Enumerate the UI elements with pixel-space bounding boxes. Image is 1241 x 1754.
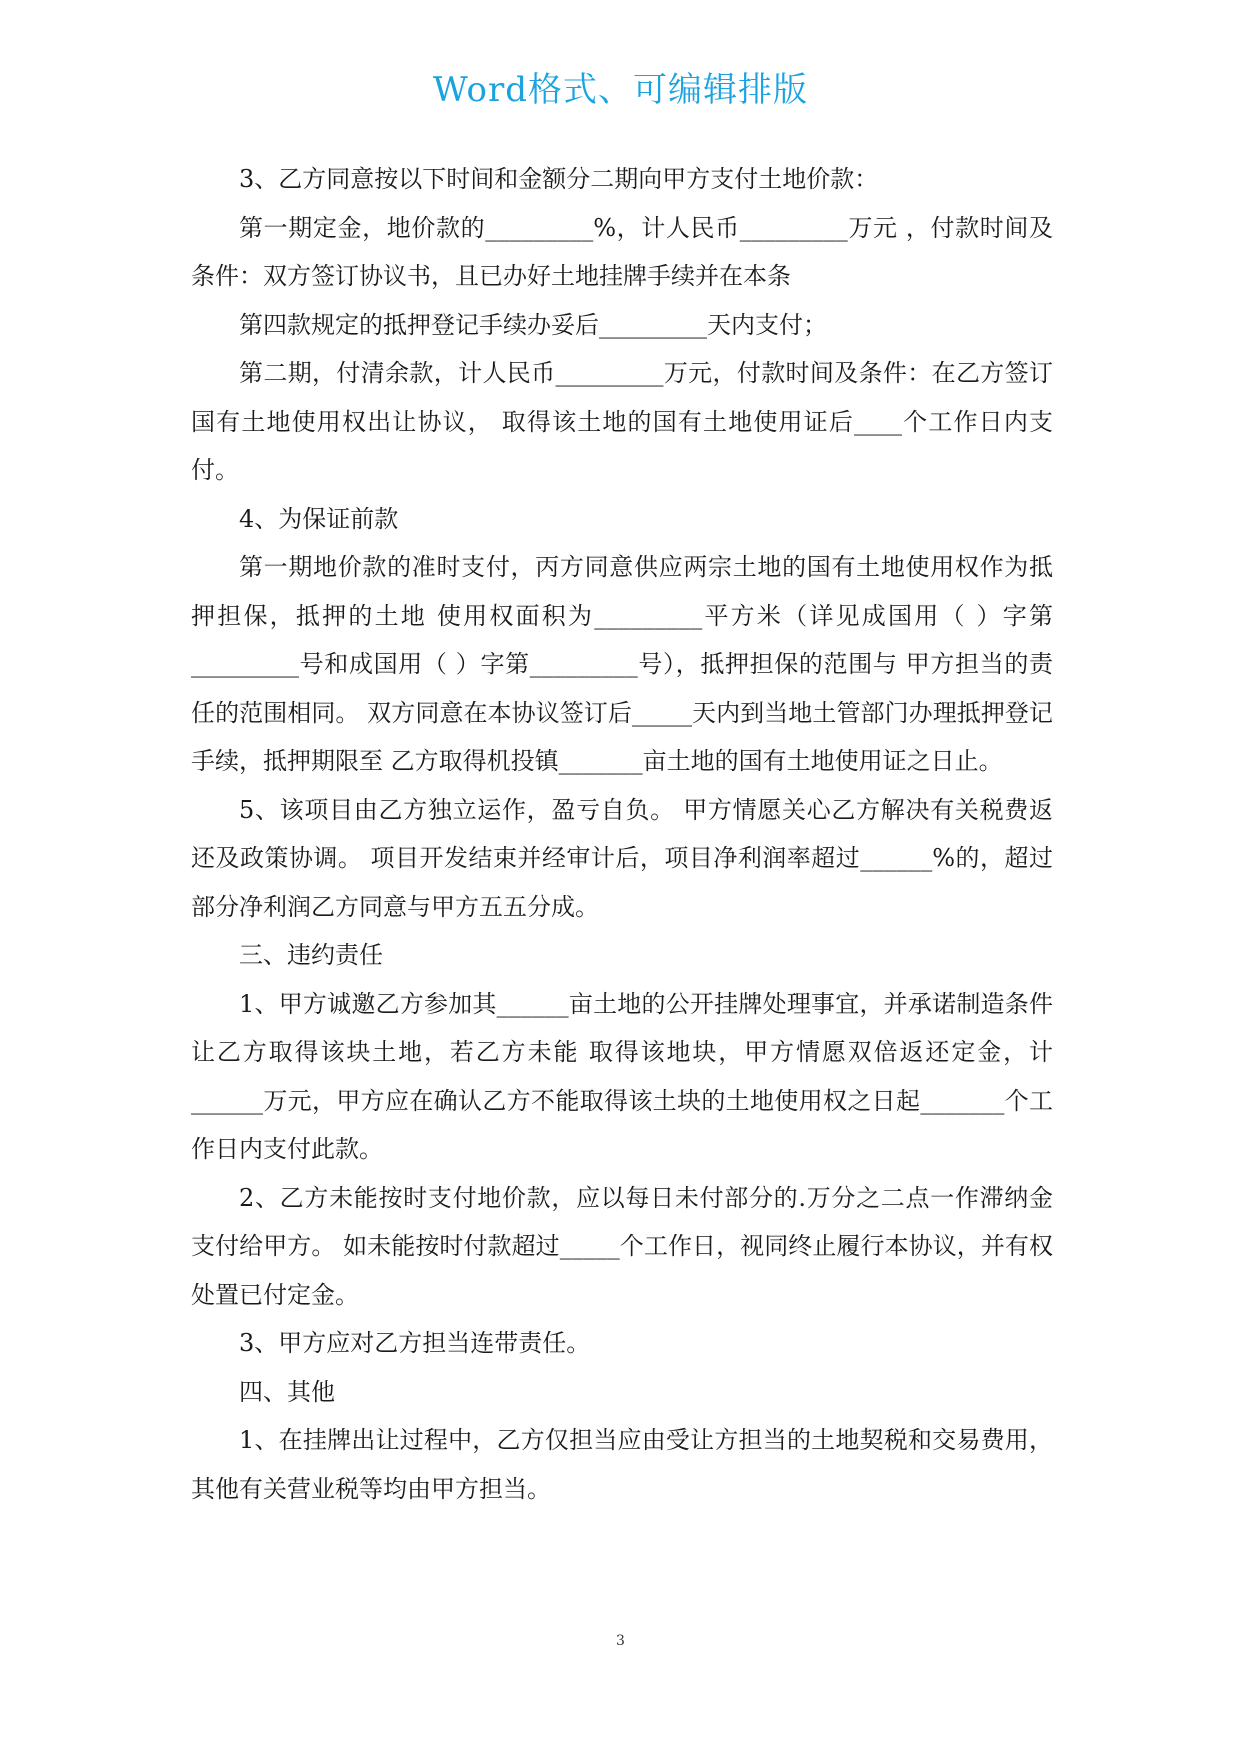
paragraph-independent-operation: 5、该项目由乙方独立运作，盈亏自负。 甲方情愿关心乙方解决有关税费返还及政策协调。 项目开发结束并经审计后，项目净利润率超过______%的，超过部分净利润乙方同意与甲方五五分成。	[191, 795, 1053, 921]
paragraph-liability-1: 1、甲方诚邀乙方参加其______亩土地的公开挂牌处理事宜，并承诺制造条件让乙方取得该块土地，若乙方未能 取得该地块，甲方情愿双倍返还定金，计______万元，甲方应在确认乙方不能取得该土块的土地使用权之日起_______个工作日内支付此款。	[191, 989, 1053, 1163]
paragraph-first-installment-continued: 第四款规定的抵押登记手续办妥后_________天内支付；	[239, 310, 827, 339]
paragraph-mortgage-guarantee: 第一期地价款的准时支付，丙方同意供应两宗土地的国有土地使用权作为抵押担保，抵押的土地 使用权面积为_________平方米（详见成国用（ ）字第_________号和成国用（ ）字第_________号），抵押担保的范围与 甲方担当的责任的范围相同。 双方同意在本协议签订后_____天内到当地土管部门办理抵押登记手续，抵押期限至 乙方取得机投镇_______亩土地的国有土地使用证之日止。	[191, 553, 1053, 775]
paragraph-first-installment: 第一期定金，地价款的_________%，计人民币_________万元 ，付款时间及条件：双方签订协议书，且已办好土地挂牌手续并在本条	[191, 213, 1053, 290]
paragraph-second-installment: 第二期，付清余款，计人民币_________万元，付款时间及条件：在乙方签订国有土地使用权出让协议， 取得该土地的国有土地使用证后____个工作日内支付。	[191, 359, 1053, 484]
paragraph-liability-2: 2、乙方未能按时支付地价款，应以每日未付部分的.万分之二点一作滞纳金支付给甲方。 如未能按时付款超过_____个工作日，视同终止履行本协议，并有权处置已付定金。	[191, 1183, 1053, 1309]
document-header-title: Word格式、可编辑排版	[432, 70, 809, 110]
paragraph-payment-terms: 3、乙方同意按以下时间和金额分二期向甲方支付土地价款：	[239, 165, 879, 193]
document-body	[191, 155, 1053, 1513]
section-heading-other: 四、其他	[239, 1377, 335, 1406]
paragraph-other-1: 1、在挂牌出让过程中，乙方仅担当应由受让方担当的土地契税和交易费用，其他有关营业税等均由甲方担当。	[191, 1426, 1053, 1503]
paragraph-guarantee-heading: 4、为保证前款	[239, 504, 399, 533]
page-number: 3	[616, 1633, 625, 1649]
paragraph-liability-3: 3、甲方应对乙方担当连带责任。	[239, 1329, 591, 1357]
section-heading-liability: 三、违约责任	[239, 941, 383, 969]
